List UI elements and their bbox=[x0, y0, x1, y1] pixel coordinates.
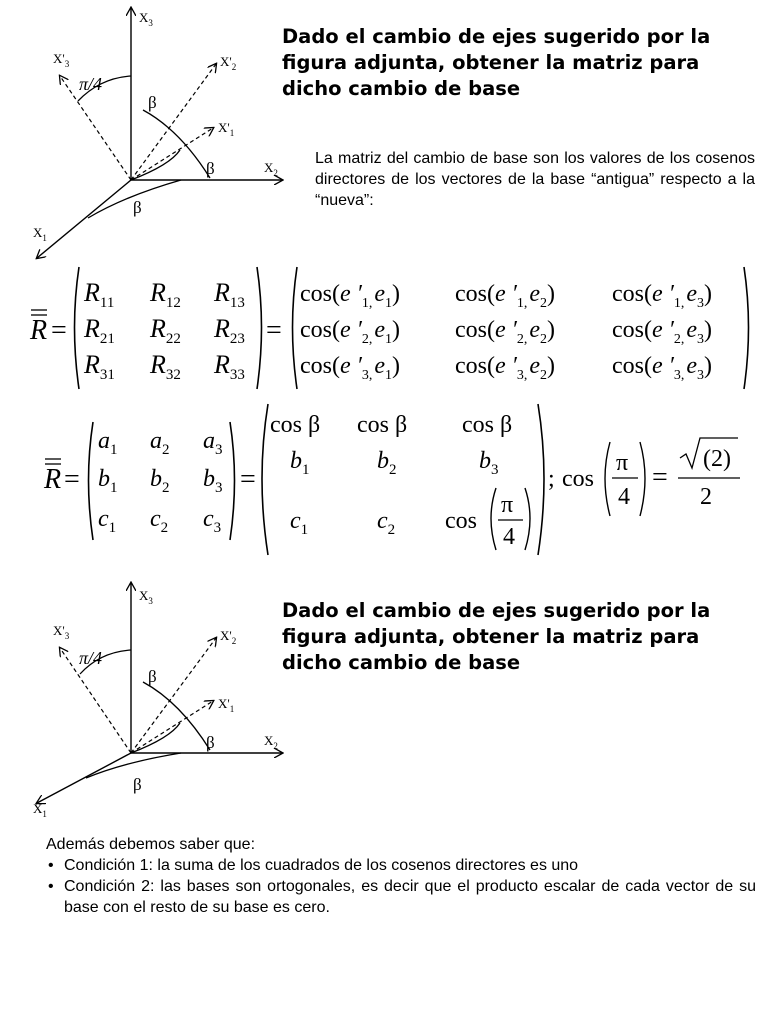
svg-text:=: = bbox=[240, 464, 256, 495]
bullet: • bbox=[48, 878, 54, 895]
equation-2 bbox=[0, 400, 768, 560]
axis-x1-prime bbox=[131, 128, 213, 180]
r-entry: $R_{13}$ bbox=[214, 278, 245, 311]
svg-text:cos β: cos β bbox=[270, 412, 321, 438]
title-line: figura adjunta, obtener la matriz para bbox=[282, 51, 700, 74]
svg-text:cos β: cos β bbox=[357, 412, 408, 438]
cosine-entry: cos(e $'_{1,}e_3$) bbox=[612, 281, 713, 311]
condition-text: Condición 1: la suma de los cuadrados de los cosenos directores es uno bbox=[64, 857, 579, 874]
svg-text:=: = bbox=[64, 464, 80, 495]
title-line: figura adjunta, obtener la matriz para bbox=[282, 625, 700, 648]
label-beta: β bbox=[133, 775, 142, 794]
svg-text:R: R bbox=[44, 464, 62, 495]
cosine-entry: cos(e $'_{3,}e_2$) bbox=[455, 353, 556, 383]
svg-text:b3: $b_3$ bbox=[479, 448, 499, 478]
cosine-entry: cos(e $'_{2,}e_1$) bbox=[300, 317, 401, 347]
notes-intro: Además debemos saber que: bbox=[46, 836, 256, 853]
cosine-entry: cos(e $'_{2,}e_3$) bbox=[612, 317, 713, 347]
cosine-entry: cos(e $'_{2,}e_2$) bbox=[455, 317, 556, 347]
r-entry: $R_{22}$ bbox=[150, 314, 181, 347]
abc-entry: $a_2$ bbox=[150, 428, 170, 458]
label-beta: β bbox=[206, 159, 215, 178]
svg-text:π: π bbox=[501, 492, 514, 518]
r-entry: $R_{31}$ bbox=[84, 350, 115, 383]
label-beta: β bbox=[148, 93, 157, 112]
arc-beta-top bbox=[143, 110, 210, 178]
title-line: dicho cambio de base bbox=[282, 77, 521, 100]
explanation-paragraph: La matriz del cambio de base son los valores de los cosenos directores de los vectores de la base “antigua” respecto a la “nueva”: bbox=[315, 150, 755, 209]
label-x1: $X_1$ bbox=[33, 801, 47, 819]
label-x3-prime: $X'_3$ bbox=[53, 623, 70, 641]
svg-text:b1: $b_1$ bbox=[290, 448, 310, 478]
axis-x1-prime bbox=[131, 701, 213, 753]
abc-entry: $c_3$ bbox=[203, 506, 222, 536]
label-x3: $X_3$ bbox=[139, 10, 153, 28]
svg-text:cos: cos bbox=[445, 508, 477, 534]
arc-beta-top bbox=[143, 682, 210, 750]
axes-figure-2 bbox=[0, 578, 290, 828]
label-beta: β bbox=[133, 198, 142, 217]
svg-text:(2): (2) bbox=[703, 446, 731, 472]
abc-entry: $a_1$ bbox=[98, 428, 118, 458]
section1-title bbox=[282, 24, 752, 102]
abc-entry: $b_2$ bbox=[150, 466, 170, 496]
cos-beta-matrix bbox=[270, 412, 530, 550]
bullet: • bbox=[48, 857, 54, 874]
svg-text:c2: $c_2$ bbox=[377, 508, 396, 538]
title-line: Dado el cambio de ejes sugerido por la bbox=[282, 599, 711, 622]
label-x2-prime: $X'_2$ bbox=[220, 54, 237, 72]
svg-text:cos β: cos β bbox=[462, 412, 513, 438]
svg-text:;: ; bbox=[548, 466, 555, 492]
cosine-entry: cos(e $'_{1,}e_1$) bbox=[300, 281, 401, 311]
matrix-symbol: R bbox=[30, 315, 48, 346]
cosine-entry: cos(e $'_{3,}e_3$) bbox=[612, 353, 713, 383]
axis-x1 bbox=[37, 753, 131, 803]
svg-text:=: = bbox=[266, 315, 282, 346]
r-entry: $R_{21}$ bbox=[84, 314, 115, 347]
svg-text:cos: cos bbox=[562, 466, 594, 492]
svg-text:=: = bbox=[652, 462, 668, 493]
label-beta: β bbox=[148, 667, 157, 686]
svg-text:b2: $b_2$ bbox=[377, 448, 397, 478]
equation-1 bbox=[0, 255, 768, 405]
r-entry: $R_{32}$ bbox=[150, 350, 181, 383]
svg-text:c1: $c_1$ bbox=[290, 508, 309, 538]
svg-text:2: 2 bbox=[700, 484, 712, 510]
section2-title bbox=[282, 598, 752, 676]
r-entry: $R_{12}$ bbox=[150, 278, 181, 311]
svg-text:=: = bbox=[51, 315, 67, 346]
cosine-entry: cos(e $'_{3,}e_1$) bbox=[300, 353, 401, 383]
svg-text:4: 4 bbox=[503, 524, 515, 550]
r-entry: $R_{23}$ bbox=[214, 314, 245, 347]
label-pi-over-4: π/4 bbox=[79, 74, 103, 94]
abc-entry: $b_3$ bbox=[203, 466, 223, 496]
title-line: Dado el cambio de ejes sugerido por la bbox=[282, 25, 711, 48]
abc-matrix bbox=[98, 428, 223, 536]
svg-text:π: π bbox=[616, 450, 629, 476]
abc-entry: $b_1$ bbox=[98, 466, 118, 496]
list-item bbox=[46, 876, 756, 918]
svg-text:4: 4 bbox=[618, 484, 630, 510]
r-matrix bbox=[83, 278, 245, 383]
label-x2: $X_2$ bbox=[264, 733, 278, 751]
conditions-list bbox=[46, 855, 756, 918]
axis-x2-prime bbox=[131, 638, 216, 753]
label-x1: $X_1$ bbox=[33, 225, 47, 243]
label-x3: $X_3$ bbox=[139, 588, 153, 606]
title-line: dicho cambio de base bbox=[282, 651, 521, 674]
r-entry: $R_{11}$ bbox=[84, 278, 115, 311]
abc-entry: $a_3$ bbox=[203, 428, 223, 458]
label-x2-prime: $X'_2$ bbox=[220, 628, 237, 646]
cosine-matrix bbox=[300, 281, 712, 383]
axis-x1 bbox=[37, 180, 131, 258]
label-x1-prime: $X'_1$ bbox=[218, 696, 235, 714]
label-x3-prime: $X'_3$ bbox=[53, 51, 70, 69]
list-item bbox=[46, 855, 756, 876]
cos-pi-4-identity bbox=[548, 438, 740, 516]
r-entry: $R_{33}$ bbox=[214, 350, 245, 383]
notes-section bbox=[46, 834, 756, 918]
label-beta: β bbox=[206, 733, 215, 752]
label-x1-prime: $X'_1$ bbox=[218, 120, 235, 138]
label-pi-over-4: π/4 bbox=[79, 648, 103, 668]
abc-entry: $c_2$ bbox=[150, 506, 169, 536]
axes-figure-1 bbox=[0, 0, 290, 265]
condition-text: Condición 2: las bases son ortogonales, es decir que el producto escalar de cada vector de su base con el resto de su base es cero. bbox=[64, 878, 756, 916]
label-x2: $X_2$ bbox=[264, 160, 278, 178]
axis-x2-prime bbox=[131, 64, 216, 180]
cosine-entry: cos(e $'_{1,}e_2$) bbox=[455, 281, 556, 311]
abc-entry: $c_1$ bbox=[98, 506, 117, 536]
